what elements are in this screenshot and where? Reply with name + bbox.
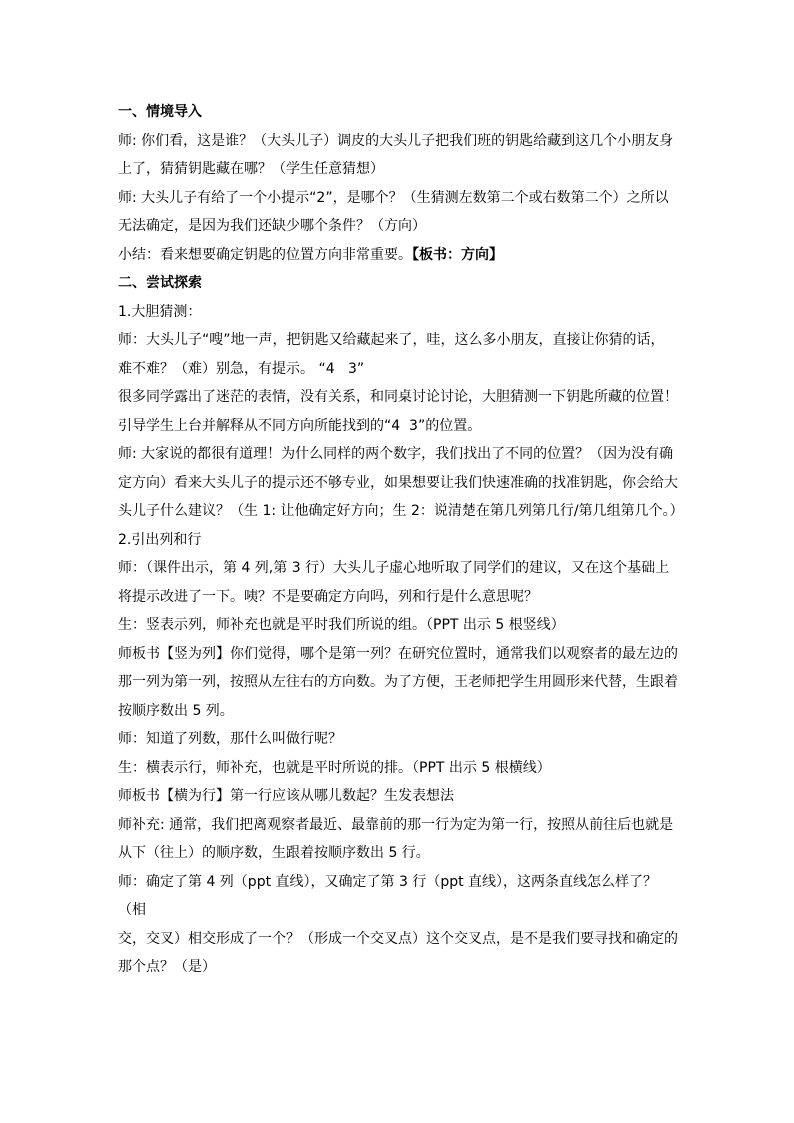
paragraph-line: 将提示改进了一下。咦？不是要确定方向吗，列和行是什么意思呢？ [118,588,538,605]
summary-text: 小结：看来想要确定钥匙的位置方向非常重要。 [118,246,412,263]
paragraph-line: 那一列为第一列，按照从左往右的方向数。为了方便，王老师把学生用圆形来代替，生跟着 [118,674,678,690]
paragraph-line: 难不难？（难）别急，有提示。 “4 3” [118,360,365,377]
document-page [118,98,684,982]
paragraph-line: 按顺序数出 5 列。 [118,702,234,719]
paragraph-line: 交，交叉）相交形成了一个？（形成一个交叉点）这个交叉点，是不是我们要寻找和确定的 [118,930,678,947]
paragraph-line: 师板书【竖为列】你们觉得，哪个是第一列？在研究位置时，通常我们以观察者的最左边的 [118,645,678,662]
section-heading-2: 二、尝试探索 [118,275,202,291]
paragraph-line: 师补充: 通常，我们把离观察者最近、最靠前的那一行为定为第一行，按照从前往后也就是 [118,816,674,833]
paragraph-line: 师：知道了列数，那什么叫做行呢？ [118,731,342,747]
paragraph-line: 师板书【横为行】第一行应该从哪儿数起？生发表想法 [118,788,454,804]
paragraph-line: 无法确定，是因为我们还缺少哪个条件？（方向） [118,218,426,234]
board-note: 【板书：方向】 [412,246,503,263]
paragraph-line: 生：横表示行，师补充，也就是平时所说的排。（PPT 出示 5 根横线） [118,759,551,776]
paragraph-line: 师：（课件出示，第 4 列,第 3 行）大头儿子虚心地听取了同学们的建议，又在这个基础上 [118,560,670,576]
paragraph-line: 从下（往上）的顺序数，生跟着按顺序数出 5 行。 [118,845,430,861]
paragraph-line: 定方向）看来大头儿子的提示还不够专业，如果想要让我们快速准确的找准钥匙，你会给大 [118,474,678,491]
paragraph-line: 上了，猜猜钥匙藏在哪？（学生任意猜想） [118,161,384,177]
paragraph-line: 引导学生上台并解释从不同方向所能找到的“4 3”的位置。 [118,417,482,434]
paragraph-line: 师: 大头儿子有给了一个小提示“2”，是哪个？（生猜测左数第二个或右数第二个）之所以 [118,189,669,206]
paragraph-line: 师: 你们看，这是谁？（大头儿子）调皮的大头儿子把我们班的钥匙给藏到这几个小朋友身 [118,132,674,149]
paragraph-line: 头儿子什么建议？（生 1: 让他确定好方向；生 2：说清楚在第几列第几行/第几组第几个。） [118,503,684,519]
subheading: 1.大胆猜测： [118,303,202,320]
section-heading-1: 一、情境导入 [118,104,202,120]
paragraph-line: 生：竖表示列，师补充也就是平时我们所说的组。（PPT 出示 5 根竖线） [118,617,565,633]
paragraph-line: 师: 大家说的都很有道理！为什么同样的两个数字，我们找出了不同的位置？（因为没有确 [118,446,674,462]
subheading: 2.引出列和行 [118,531,202,548]
paragraph-line: 师：大头儿子“嗖”地一声，把钥匙又给藏起来了，哇，这么多小朋友，直接让你猜的话， [118,332,665,348]
paragraph-line: 很多同学露出了迷茫的表情，没有关系，和同桌讨论讨论，大胆猜测一下钥匙所藏的位置！ [118,389,678,405]
paragraph-line: 师：确定了第 4 列（ppt 直线），又确定了第 3 行（ppt 直线），这两条直线怎么样了？（相 [118,873,658,918]
summary-line [118,241,684,270]
paragraph-line: 那个点？（是） [118,959,216,975]
